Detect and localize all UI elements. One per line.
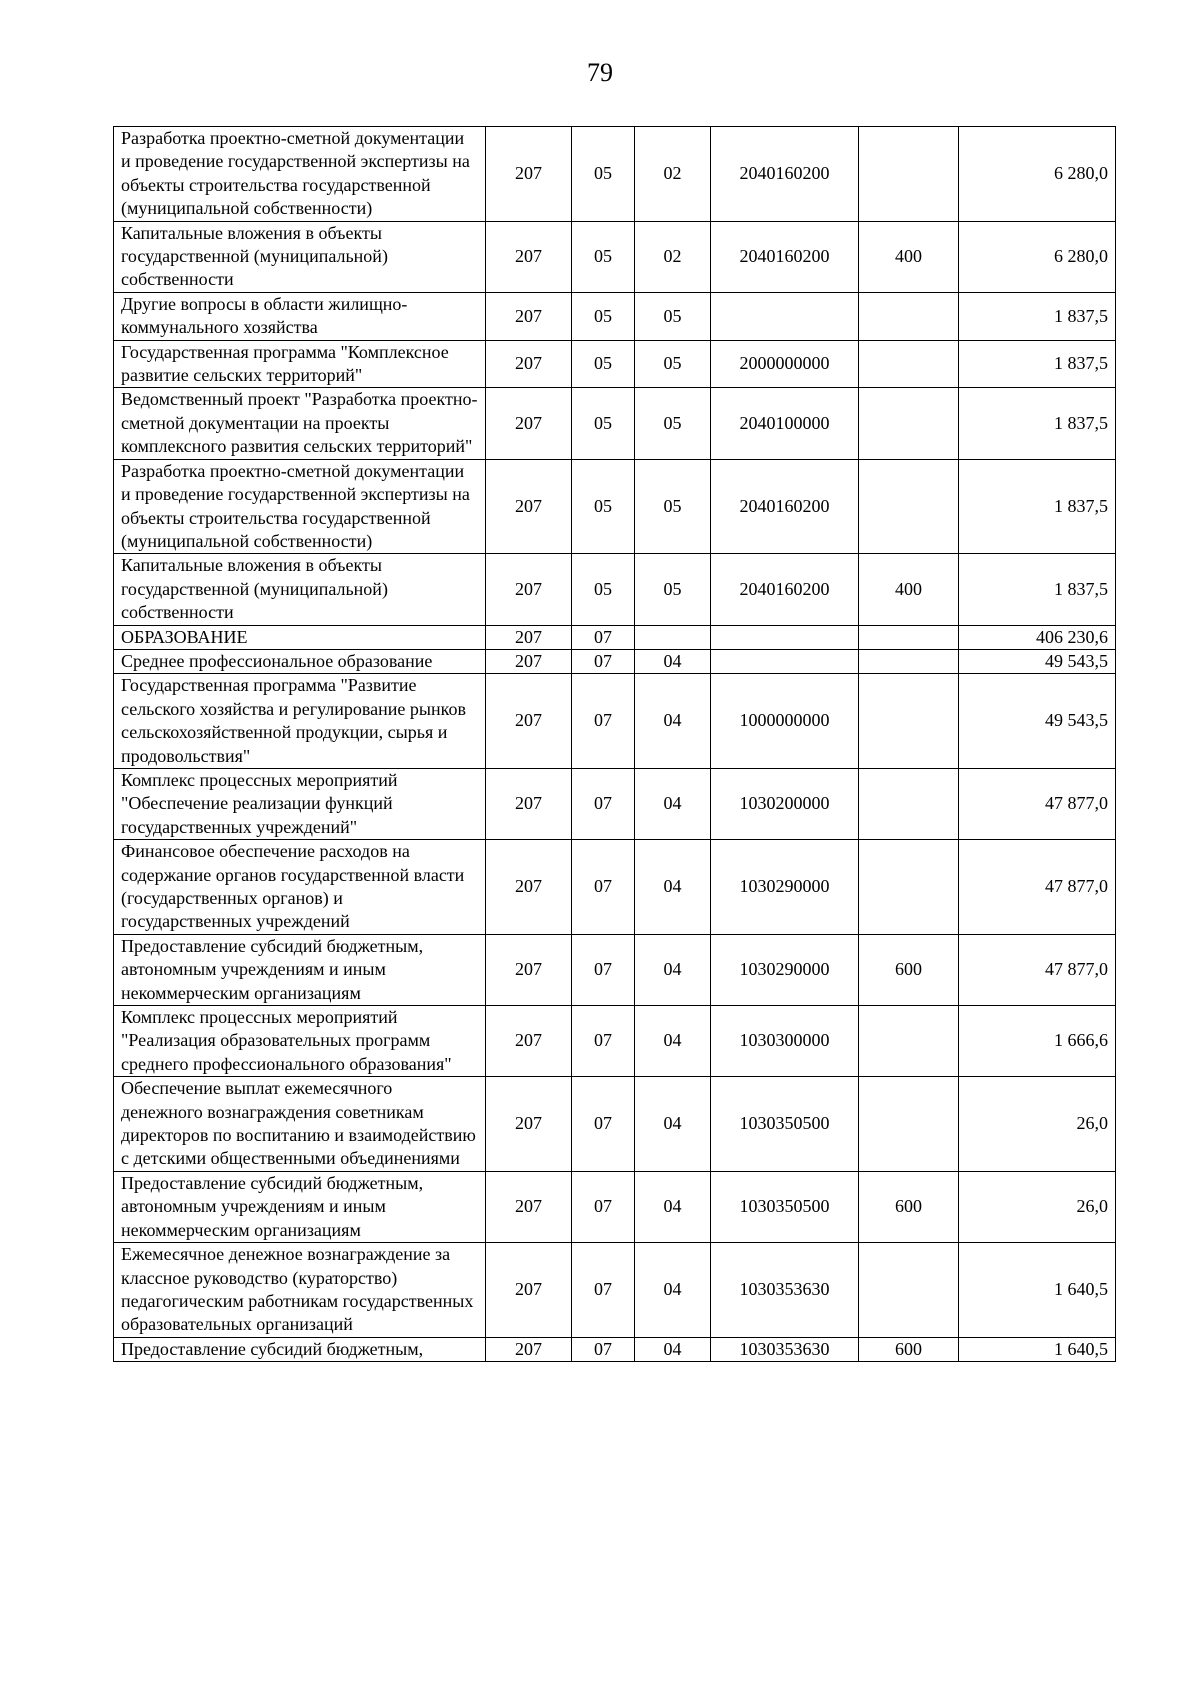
table-row xyxy=(114,127,1116,222)
expense-type-cell xyxy=(859,1243,959,1338)
table-row xyxy=(114,1006,1116,1077)
amount-cell: 1 837,5 xyxy=(959,388,1116,459)
subsection-code-cell: 02 xyxy=(635,127,711,222)
amount-cell: 49 543,5 xyxy=(959,674,1116,769)
page-number: 79 xyxy=(587,58,613,87)
section-code-cell: 05 xyxy=(572,554,635,625)
ministry-code-cell: 207 xyxy=(486,1171,572,1242)
amount-cell: 1 640,5 xyxy=(959,1243,1116,1338)
row-name-cell: Предоставление субсидий бюджетным, автономным учреждениям и иным некоммерческим организациям xyxy=(114,934,486,1005)
subsection-code-cell: 05 xyxy=(635,292,711,340)
section-code-cell: 07 xyxy=(572,1006,635,1077)
row-name-cell: Ежемесячное денежное вознаграждение за классное руководство (кураторство) педагогическим работникам государственных образовательных организаций xyxy=(114,1243,486,1338)
target-article-cell: 2040160200 xyxy=(711,459,859,554)
amount-cell: 49 543,5 xyxy=(959,649,1116,673)
target-article-cell: 1000000000 xyxy=(711,674,859,769)
target-article-cell: 2040160200 xyxy=(711,221,859,292)
row-name-cell: Финансовое обеспечение расходов на содержание органов государственной власти (государственных органов) и государственных учреждений xyxy=(114,840,486,935)
row-name-cell: Комплекс процессных мероприятий "Реализация образовательных программ среднего профессионального образования" xyxy=(114,1006,486,1077)
section-code-cell: 07 xyxy=(572,768,635,839)
amount-cell: 1 837,5 xyxy=(959,459,1116,554)
expense-type-cell: 400 xyxy=(859,221,959,292)
expense-type-cell: 600 xyxy=(859,1337,959,1361)
subsection-code-cell: 04 xyxy=(635,649,711,673)
table-row xyxy=(114,554,1116,625)
subsection-code-cell: 04 xyxy=(635,1006,711,1077)
row-name-cell: Предоставление субсидий бюджетным, xyxy=(114,1337,486,1361)
section-code-cell: 07 xyxy=(572,1337,635,1361)
amount-cell: 26,0 xyxy=(959,1077,1116,1172)
amount-cell: 1 837,5 xyxy=(959,554,1116,625)
table-row xyxy=(114,674,1116,769)
target-article-cell: 1030200000 xyxy=(711,768,859,839)
section-code-cell: 07 xyxy=(572,934,635,1005)
expense-type-cell xyxy=(859,1006,959,1077)
subsection-code-cell: 04 xyxy=(635,1171,711,1242)
subsection-code-cell xyxy=(635,625,711,649)
ministry-code-cell: 207 xyxy=(486,1006,572,1077)
expense-type-cell xyxy=(859,649,959,673)
amount-cell: 47 877,0 xyxy=(959,934,1116,1005)
target-article-cell: 1030350500 xyxy=(711,1171,859,1242)
amount-cell: 26,0 xyxy=(959,1171,1116,1242)
ministry-code-cell: 207 xyxy=(486,1337,572,1361)
table-row xyxy=(114,840,1116,935)
row-name-cell: Ведомственный проект "Разработка проектно-сметной документации на проекты комплексного развития сельских территорий" xyxy=(114,388,486,459)
target-article-cell xyxy=(711,649,859,673)
ministry-code-cell: 207 xyxy=(486,340,572,388)
table-row xyxy=(114,1243,1116,1338)
subsection-code-cell: 04 xyxy=(635,840,711,935)
subsection-code-cell: 04 xyxy=(635,674,711,769)
ministry-code-cell: 207 xyxy=(486,649,572,673)
table-row xyxy=(114,459,1116,554)
target-article-cell: 1030350500 xyxy=(711,1077,859,1172)
row-name-cell: ОБРАЗОВАНИЕ xyxy=(114,625,486,649)
ministry-code-cell: 207 xyxy=(486,554,572,625)
expense-type-cell xyxy=(859,1077,959,1172)
row-name-cell: Государственная программа "Развитие сельского хозяйства и регулирование рынков сельскохозяйственной продукции, сырья и продовольствия" xyxy=(114,674,486,769)
row-name-cell: Другие вопросы в области жилищно-коммунального хозяйства xyxy=(114,292,486,340)
table-row xyxy=(114,340,1116,388)
section-code-cell: 07 xyxy=(572,1171,635,1242)
ministry-code-cell: 207 xyxy=(486,388,572,459)
table-row xyxy=(114,625,1116,649)
amount-cell: 406 230,6 xyxy=(959,625,1116,649)
amount-cell: 47 877,0 xyxy=(959,840,1116,935)
section-code-cell: 05 xyxy=(572,388,635,459)
subsection-code-cell: 05 xyxy=(635,388,711,459)
target-article-cell: 2040160200 xyxy=(711,127,859,222)
row-name-cell: Комплекс процессных мероприятий "Обеспечение реализации функций государственных учреждений" xyxy=(114,768,486,839)
budget-table xyxy=(113,126,1116,1362)
section-code-cell: 07 xyxy=(572,840,635,935)
section-code-cell: 05 xyxy=(572,127,635,222)
row-name-cell: Разработка проектно-сметной документации и проведение государственной экспертизы на объекты строительства государственной (муниципальной собственности) xyxy=(114,127,486,222)
amount-cell: 6 280,0 xyxy=(959,221,1116,292)
expense-type-cell xyxy=(859,459,959,554)
amount-cell: 6 280,0 xyxy=(959,127,1116,222)
expense-type-cell xyxy=(859,674,959,769)
row-name-cell: Капитальные вложения в объекты государственной (муниципальной) собственности xyxy=(114,554,486,625)
amount-cell: 47 877,0 xyxy=(959,768,1116,839)
amount-cell: 1 837,5 xyxy=(959,340,1116,388)
expense-type-cell xyxy=(859,768,959,839)
row-name-cell: Государственная программа "Комплексное развитие сельских территорий" xyxy=(114,340,486,388)
subsection-code-cell: 05 xyxy=(635,340,711,388)
row-name-cell: Обеспечение выплат ежемесячного денежного вознаграждения советникам директоров по воспитанию и взаимодействию с детскими общественными объединениями xyxy=(114,1077,486,1172)
table-row xyxy=(114,934,1116,1005)
amount-cell: 1 666,6 xyxy=(959,1006,1116,1077)
section-code-cell: 07 xyxy=(572,1077,635,1172)
ministry-code-cell: 207 xyxy=(486,292,572,340)
ministry-code-cell: 207 xyxy=(486,1243,572,1338)
target-article-cell xyxy=(711,625,859,649)
row-name-cell: Предоставление субсидий бюджетным, автономным учреждениям и иным некоммерческим организациям xyxy=(114,1171,486,1242)
ministry-code-cell: 207 xyxy=(486,625,572,649)
target-article-cell: 1030290000 xyxy=(711,934,859,1005)
table-row xyxy=(114,388,1116,459)
target-article-cell: 2040160200 xyxy=(711,554,859,625)
expense-type-cell: 600 xyxy=(859,1171,959,1242)
target-article-cell: 1030353630 xyxy=(711,1337,859,1361)
expense-type-cell xyxy=(859,388,959,459)
table-row xyxy=(114,768,1116,839)
section-code-cell: 05 xyxy=(572,459,635,554)
expense-type-cell: 400 xyxy=(859,554,959,625)
target-article-cell xyxy=(711,292,859,340)
section-code-cell: 07 xyxy=(572,625,635,649)
table-row xyxy=(114,649,1116,673)
row-name-cell: Капитальные вложения в объекты государственной (муниципальной) собственности xyxy=(114,221,486,292)
ministry-code-cell: 207 xyxy=(486,840,572,935)
row-name-cell: Разработка проектно-сметной документации и проведение государственной экспертизы на объекты строительства государственной (муниципальной собственности) xyxy=(114,459,486,554)
table-row xyxy=(114,1337,1116,1361)
table-row xyxy=(114,1171,1116,1242)
section-code-cell: 07 xyxy=(572,674,635,769)
subsection-code-cell: 04 xyxy=(635,768,711,839)
subsection-code-cell: 04 xyxy=(635,934,711,1005)
ministry-code-cell: 207 xyxy=(486,221,572,292)
table-body xyxy=(114,127,1116,1362)
expense-type-cell xyxy=(859,127,959,222)
row-name-cell: Среднее профессиональное образование xyxy=(114,649,486,673)
ministry-code-cell: 207 xyxy=(486,1077,572,1172)
target-article-cell: 1030290000 xyxy=(711,840,859,935)
subsection-code-cell: 04 xyxy=(635,1243,711,1338)
expense-type-cell xyxy=(859,840,959,935)
subsection-code-cell: 04 xyxy=(635,1337,711,1361)
target-article-cell: 1030300000 xyxy=(711,1006,859,1077)
section-code-cell: 05 xyxy=(572,292,635,340)
section-code-cell: 05 xyxy=(572,340,635,388)
subsection-code-cell: 05 xyxy=(635,459,711,554)
table-row xyxy=(114,1077,1116,1172)
target-article-cell: 2040100000 xyxy=(711,388,859,459)
ministry-code-cell: 207 xyxy=(486,674,572,769)
subsection-code-cell: 04 xyxy=(635,1077,711,1172)
expense-type-cell xyxy=(859,340,959,388)
section-code-cell: 05 xyxy=(572,221,635,292)
table-row xyxy=(114,292,1116,340)
amount-cell: 1 837,5 xyxy=(959,292,1116,340)
subsection-code-cell: 02 xyxy=(635,221,711,292)
ministry-code-cell: 207 xyxy=(486,934,572,1005)
table-row xyxy=(114,221,1116,292)
section-code-cell: 07 xyxy=(572,1243,635,1338)
section-code-cell: 07 xyxy=(572,649,635,673)
subsection-code-cell: 05 xyxy=(635,554,711,625)
ministry-code-cell: 207 xyxy=(486,459,572,554)
ministry-code-cell: 207 xyxy=(486,127,572,222)
amount-cell: 1 640,5 xyxy=(959,1337,1116,1361)
expense-type-cell xyxy=(859,292,959,340)
target-article-cell: 1030353630 xyxy=(711,1243,859,1338)
ministry-code-cell: 207 xyxy=(486,768,572,839)
target-article-cell: 2000000000 xyxy=(711,340,859,388)
expense-type-cell: 600 xyxy=(859,934,959,1005)
expense-type-cell xyxy=(859,625,959,649)
